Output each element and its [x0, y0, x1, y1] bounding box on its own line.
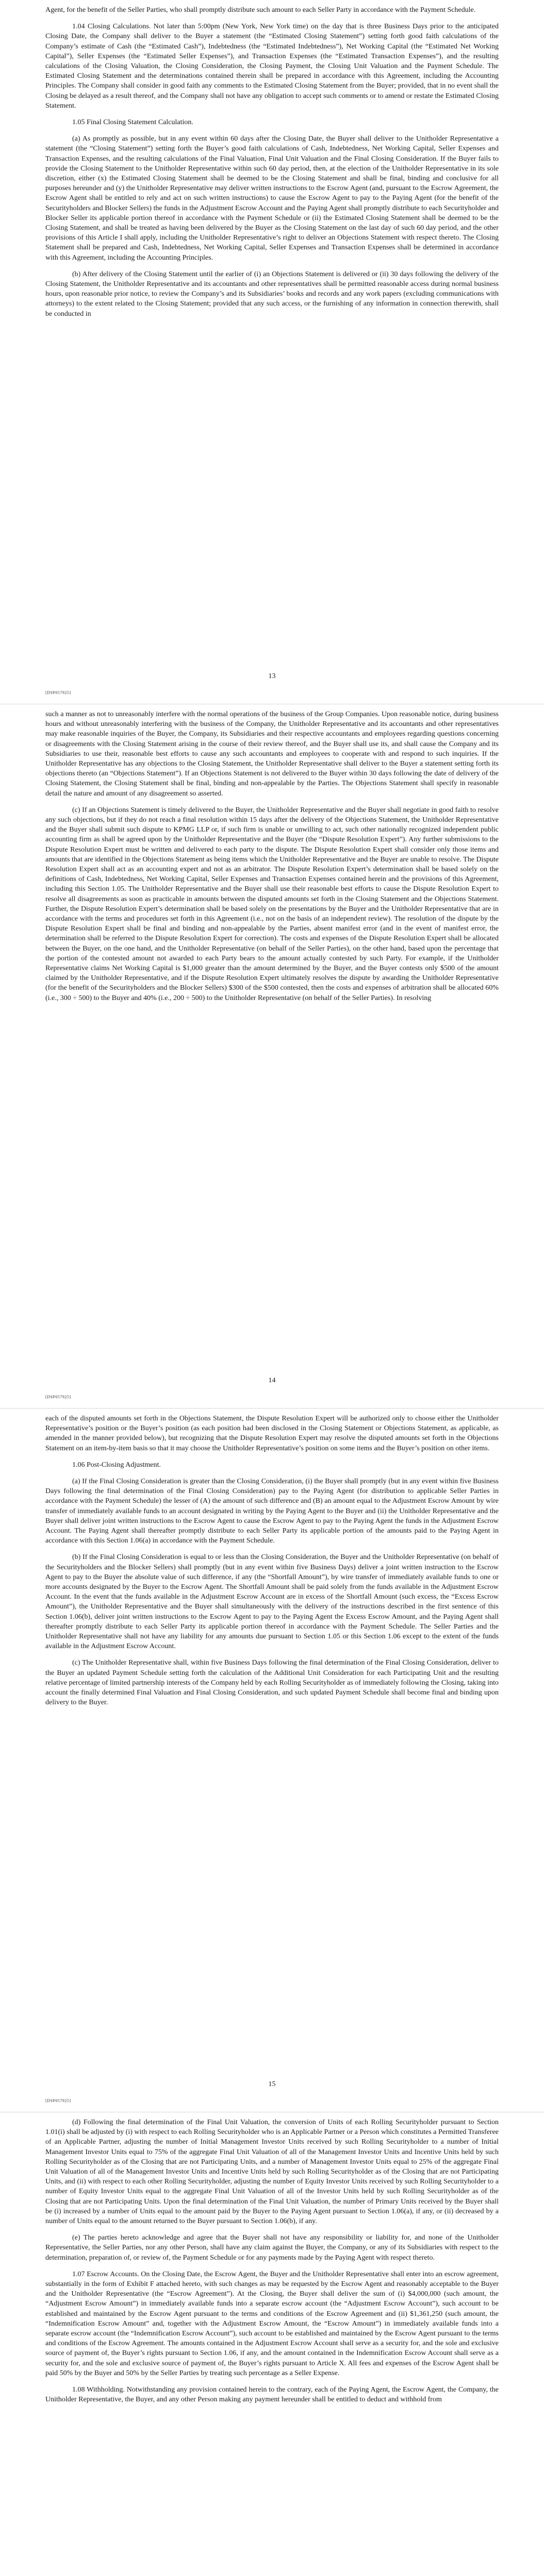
paragraph-1-05-c: (c) If an Objections Statement is timely delivered to the Buyer, the Unitholder Representative and the Buyer shall negotiate in good faith to resolve any such objections, but if they do not reach a final resolution within 15 days after the delivery of the Objections Statement, the Unitholder Representative and the Buyer shall submit such dispute to KPMG LLP or, if such firm is unable or unwilling to act, such other nationally recognized independent public accounting firm as shall be agreed upon by the Unitholder Representative and the Buyer (the “Dispute Resolution Expert”). Any further submissions to the Dispute Resolution Expert must be written and delivered to each party to the dispute. The Dispute Resolution Expert shall consider only those items and amounts that are identified in the Objections Statement as being items which the Unitholder Representative and the Buyer are unable to resolve. The Dispute Resolution Expert shall act as an accounting expert and not as an arbitrator. The Dispute Resolution Expert’s determination shall be based solely on the definitions of Cash, Indebtedness, Net Working Capital, Seller Expenses and Transaction Expenses contained herein and the provisions of this Agreement, including this Section 1.05. The Unitholder Representative and the Buyer shall use their reasonable best efforts to cause the Dispute Resolution Expert to resolve all disagreements as soon as practicable in amounts between the disputed amounts set forth in the Closing Statement and the Objections Statement. Further, the Dispute Resolution Expert’s determination shall be based solely on the presentations by the Buyer and the Unitholder Representative that are in accordance with the terms and procedures set forth in this Agreement (i.e., not on the basis of an independent review). The resolution of the dispute by the Dispute Resolution Expert shall be final and binding and non-appealable by the Parties, absent manifest error (and in the event of manifest error, the determination shall be referred to the Dispute Resolution Expert for correction). The costs and expenses of the Dispute Resolution Expert shall be allocated between the Buyer, on the one hand, and the Unitholder Representative (on behalf of the Seller Parties), on the other hand, based upon the percentage that the portion of the contested amount not awarded to each Party bears to the amount actually contested by such Party. For example, if the Unitholder Representative claims Net Working Capital is $1,000 greater than the amount determined by the Buyer, and the Buyer contests only $500 of the amount claimed by the Unitholder Representative, and if the Dispute Resolution Expert ultimately resolves the dispute by awarding the Unitholder Representative (for the benefit of the Securityholders and the Blocker Sellers) $300 of the $500 contested, then the costs and expenses of arbitration shall be allocated 60% (i.e., 300 ÷ 500) to the Buyer and 40% (i.e., 200 ÷ 500) to the Unitholder Representative (on behalf of the Seller Parties). In resolving [45, 806, 499, 1002]
paragraph-escrow-accounts: 1.07 Escrow Accounts. On the Closing Date, the Escrow Agent, the Buyer and the Unitholder Representative shall enter into an escrow agreement, substantially in the form of Exhibit F attached hereto, with such changes as may be requested by the Escrow Agent and reasonably acceptable to the Buyer and the Unitholder Representative (the “Escrow Agreement”). At the Closing, the Buyer shall deliver the sum of (i) $4,000,000 (such amount, the “Adjustment Escrow Amount”) in immediately available funds into a separate escrow account (the “Adjustment Escrow Account”), such account to be established and maintained by the Escrow Agent pursuant to the terms and conditions of the Escrow Agreement and (ii) $1,361,250 (such amount, the “Indemnification Escrow Amount” and, together with the Adjustment Escrow Amount, the “Escrow Amount”) in immediately available funds into a separate escrow account (the “Indemnification Escrow Account”), such account to be established and maintained by the Escrow Agent pursuant to the terms and conditions of the Escrow Agreement. The amounts contained in the Adjustment Escrow Account shall serve as a security for, and the sole and exclusive source of payment of, the Buyer’s rights pursuant to Section 1.06, if any, and the amount contained in the Indemnification Escrow Account shall serve as a security for, and the sole and exclusive source of payment of, the Buyer’s rights pursuant to Article X. All fees and expenses of the Escrow Agent shall be paid 50% by the Buyer and 50% by the Seller Parties by treating such percentage as a Seller Expense. [45, 2270, 499, 2377]
paragraph-withholding: 1.08 Withholding. Notwithstanding any provision contained herein to the contrary, each of the Paying Agent, the Escrow Agent, the Company, the Unitholder Representative, the Buyer, and any other Person making any payment hereunder shall be entitled to deduct and withhold from [45, 2386, 499, 2404]
paragraph-1-06-a: (a) If the Final Closing Consideration is greater than the Closing Consideration, (i) the Buyer shall promptly (but in any event within five Business Days following the final determination of the Final Closing Consideration) pay to the Paying Agent (for distribution to applicable Seller Parties in accordance with the Payment Schedule) the lesser of (A) the amount of such difference and (B) an amount equal to the Adjustment Escrow Amount by wire transfer of immediately available funds to an account designated in writing by the Paying Agent to the Buyer and (ii) the Unitholder Representative and the Buyer shall deliver joint written instructions to the Escrow Agent to cause the Escrow Agent to pay to the Paying Agent the funds in the Adjustment Escrow Account. The Paying Agent shall thereafter promptly distribute to each Seller Party its applicable portion of the amounts paid to the Paying Agent in accordance with this Section 1.06(a) in accordance with the Payment Schedule. [45, 1478, 499, 1545]
page-number: 14 [268, 1376, 276, 1384]
paragraph-closing-calculations: 1.04 Closing Calculations. Not later than 5:00pm (New York, New York time) on the day that is three Business Days prior to the anticipated Closing Date, the Company shall deliver to the Buyer a statement (the “Estimated Closing Statement”) setting forth good faith calculations of the Company’s estimate of Cash (the “Estimated Cash”), Indebtedness (the “Estimated Indebtedness”), Net Working Capital (the “Estimated Net Working Capital”), Seller Expenses (the “Estimated Seller Expenses”), and Transaction Expenses (the “Estimated Transaction Expenses”), and the resulting calculations of the Closing Valuation, the Closing Consideration, the Closing Payment, the Closing Unit Valuation and the Payment Schedule. The Estimated Closing Statement and the determinations contained therein shall be prepared in accordance with this Agreement, including the Accounting Principles. The Company shall consider in good faith any comments to the Estimated Closing Statement from the Buyer; provided, that in no event shall the Closing be delayed as a result thereof, and the Company shall not have any obligation to accept such comments or to amend or restate the Estimated Closing Statement. [45, 23, 499, 110]
page-13 [0, 0, 544, 704]
paragraph-1-05-b-continued: such a manner as not to unreasonably interfere with the normal operations of the business of the Group Companies. Upon reasonable notice, during business hours and without unreasonably interfering with the business of the Company, the Unitholder Representative and its accountants and other representatives may make reasonable inquiries of the Buyer, the Company, its Subsidiaries and their respective accountants and employees regarding questions concerning or disagreements with the Closing Statement arising in the course of their review thereof, and the Buyer shall use its, and shall cause the Company and its Subsidiaries to use their, reasonable best efforts to cause any such accountants and employees to cooperate with and respond to such inquiries. If the Unitholder Representative has any objections to the Closing Statement, the Unitholder Representative shall deliver to the Buyer a statement setting forth its objections thereto (an “Objections Statement”). If an Objections Statement is not delivered to the Buyer within 30 days following the date of delivery of the Closing Statement, the Closing Statement shall be final, binding and non-appealable by the Parties. The Objections Statement shall specify in reasonable detail the nature and amount of any disagreement so asserted. [45, 710, 499, 798]
section-heading-final-closing-statement: 1.05 Final Closing Statement Calculation. [72, 118, 193, 127]
page-16 [0, 2112, 544, 2576]
document-id: [DSP057925] [45, 690, 71, 695]
page-14 [0, 704, 544, 1409]
paragraph-1-06-e: (e) The parties hereto acknowledge and agree that the Buyer shall not have any responsibility or liability for, and none of the Unitholder Representative, the Seller Parties, nor any other Person, shall have any claim against the Buyer, the Company, or any of its Subsidiaries with respect to the determination, preparation of, or review of, the Payment Schedule or for any payments made by the Paying Agent with respect thereto. [45, 2234, 499, 2262]
paragraph-1-05-a: (a) As promptly as possible, but in any event within 60 days after the Closing Date, the Buyer shall deliver to the Unitholder Representative a statement (the “Closing Statement”) setting forth the Buyer’s good faith calculations of Cash, Indebtedness, Net Working Capital, Seller Expenses and Transaction Expenses, and the resulting calculations of the Final Valuation, Final Unit Valuation and the Final Closing Consideration. If the Buyer fails to provide the Closing Statement to the Unitholder Representative within such 60 day period, then, at the election of the Unitholder Representative in its sole discretion, either (x) the Estimated Closing Statement shall be deemed to be the Closing Statement and shall be final, binding and conclusive for all purposes hereunder and (y) the Unitholder Representative may deliver written instructions to the Escrow Agent (and, pursuant to the Escrow Agreement, the Escrow Agent shall be entitled to rely and act on such written instructions) to cause the Escrow Agent to pay to the Paying Agent (for the benefit of the Securityholders and Blocker Sellers) the funds in the Adjustment Escrow Account and the Paying Agent shall promptly distribute to each Securityholder and Blocker Seller its applicable portion thereof in accordance with the Payment Schedule or (ii) the Estimated Closing Statement shall be deemed to be the Closing Statement, and shall be treated as having been delivered by the Buyer as the Closing Statement on the last day of such 60 day period, and the other provisions of this Article I shall apply, including the Unitholder Representative’s right to deliver an Objections Statement with respect thereto. The Closing Statement shall be prepared and Cash, Indebtedness, Net Working Capital, Seller Expenses and Transaction Expenses shall be determined in accordance with this Agreement, including the Accounting Principles. [45, 135, 499, 262]
document-id: [DSP057925] [45, 1394, 71, 1399]
paragraph-1-05-b: (b) After delivery of the Closing Statement until the earlier of (i) an Objections Statement is delivered or (ii) 30 days following the delivery of the Closing Statement, the Unitholder Representative and its accountants and other representatives shall be permitted reasonable access during normal business hours, upon reasonable prior notice, to review the Company’s and its Subsidiaries’ books and records and any work papers (excluding communications with attorneys) to the extent related to the Closing Statement; provided that any such access, or the furnishing of any information in connection therewith, shall be conducted in [45, 270, 499, 318]
document-id: [DSP057925] [45, 2098, 71, 2103]
paragraph-1-05-c-continued: each of the disputed amounts set forth in the Objections Statement, the Dispute Resolution Expert will be authorized only to choose either the Unitholder Representative’s position or the Buyer’s position (as each position had been disclosed in the Closing Statement or Objections Statement, as applicable, as amended in the manner provided below), but recognizing that the Dispute Resolution Expert may resolve the disputed amounts set forth in the Objections Statement on an item-by-item basis so that it may choose the Unitholder Representative’s position on some items and the Buyer’s position on other items. [45, 1415, 499, 1452]
page-number: 13 [268, 672, 276, 680]
section-heading-post-closing-adjustment: 1.06 Post-Closing Adjustment. [72, 1461, 161, 1469]
page-number: 15 [268, 2080, 276, 2088]
page-15 [0, 1409, 544, 2112]
paragraph-1-06-b: (b) If the Final Closing Consideration is equal to or less than the Closing Consideration, the Buyer and the Unitholder Representative (on behalf of the Securityholders and the Blocker Sellers) shall promptly (but in any event within five Business Days) deliver a joint written instruction to the Escrow Agent to pay to the Buyer the absolute value of such difference, if any (the “Shortfall Amount”), by wire transfer of immediately available funds to one or more accounts designated by the Buyer to the Escrow Agent. The Shortfall Amount shall be paid solely from the funds available in the Adjustment Escrow Account. In the event that the funds available in the Adjustment Escrow Account are in excess of the Shortfall Amount (such excess, the “Excess Escrow Amount”), the Unitholder Representative and the Buyer shall simultaneously with the delivery of the instructions described in the first sentence of this Section 1.06(b), deliver joint written instructions to the Escrow Agent to pay to the Paying Agent the Excess Escrow Amount, and the Paying Agent shall thereafter promptly distribute to each Seller Party its applicable portion thereof in accordance with the Payment Schedule. The Seller Parties and the Unitholder Representative shall not have any liability for any amounts due pursuant to Section 1.05 or this Section 1.06 except to the extent of the funds available in the Adjustment Escrow Account. [45, 1553, 499, 1651]
paragraph-1-06-c: (c) The Unitholder Representative shall, within five Business Days following the final determination of the Final Closing Consideration, deliver to the Buyer an updated Payment Schedule setting forth the calculation of the Additional Unit Consideration for each Participating Unit and the resulting relative percentage of limited partnership interests of the Company held by each Rolling Securityholder as of immediately following the Closing, taking into account the finally determined Final Valuation and Final Closing Consideration, and such updated Payment Schedule shall become final and binding upon delivery to the Buyer. [45, 1659, 499, 1707]
paragraph-agent-distribution: Agent, for the benefit of the Seller Parties, who shall promptly distribute such amount to each Seller Party in accordance with the Payment Schedule. [45, 6, 476, 14]
paragraph-1-06-d: (d) Following the final determination of the Final Unit Valuation, the conversion of Units of each Rolling Securityholder pursuant to Section 1.01(i) shall be adjusted by (i) with respect to each Rolling Securityholder who is an Applicable Partner or a Person which constitutes a Permitted Transferee of an Applicable Partner, adjusting the number of Initial Management Investor Units received by such Rolling Securityholder to a number of Initial Management Investor Units equal to 75% of the aggregate Final Unit Valuation of all of the Management Investor Units and Incentive Units held by such Rolling Securityholder as of the Closing that are not Participating Units, and a number of Management Investor Units equal to 25% of the aggregate Final Unit Valuation of all of the Management Investor Units and Incentive Units held by such Rolling Securityholder as of the Closing that are not Participating Units, and (ii) with respect to each other Rolling Securityholder, adjusting the number of Equity Investor Units received by such Rolling Securityholder to a number of Equity Investor Units equal to the aggregate Final Unit Valuation of all of the Investor Units held by such Rolling Securityholder as of the Closing that are not Participating Units. Upon the final determination of the Final Unit Valuation, the number of Primary Units received by the Buyer shall be (i) increased by a number of Units equal to the amount paid by the Buyer to the Paying Agent pursuant to Section 1.06(a), if any, or (ii) decreased by a number of Units equal to the amount returned to the Buyer pursuant to Section 1.06(b), if any. [45, 2119, 499, 2226]
